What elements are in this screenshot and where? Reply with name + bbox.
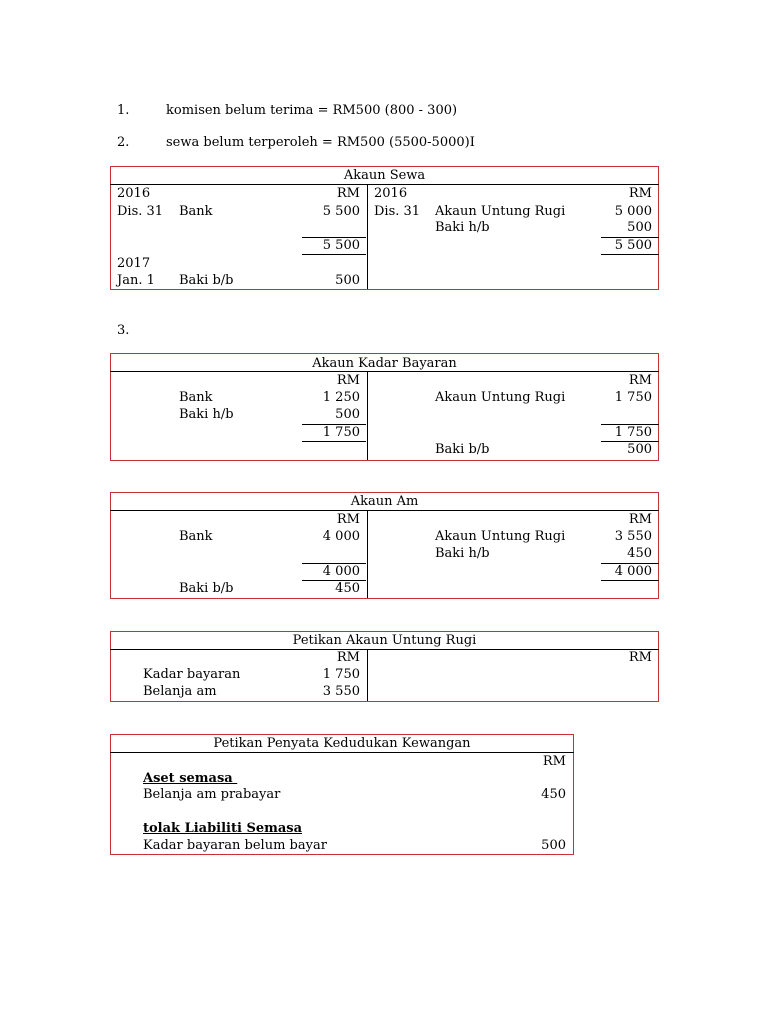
item-1-number: 1. [117, 103, 130, 118]
untung-rugi-title: Petikan Akaun Untung Rugi [292, 633, 477, 648]
am-credit-desc-baki-hb: Baki h/b [435, 546, 490, 561]
sewa-debit-total-rule-bottom [302, 254, 366, 255]
akaun-sewa-title: Akaun Sewa [343, 168, 426, 183]
am-debit-desc-bank: Bank [179, 529, 213, 544]
am-credit-amount-untung-rugi: 3 550 [614, 529, 652, 544]
penyata-liabiliti-amount: 500 [541, 838, 566, 853]
sewa-debit-year-2017: 2017 [117, 256, 151, 271]
kadar-debit-desc-baki-hb: Baki h/b [179, 407, 234, 422]
am-debit-desc-baki-bb: Baki b/b [179, 581, 234, 596]
sewa-debit-desc-bank: Bank [179, 204, 213, 219]
kadar-credit-desc-baki-bb: Baki b/b [435, 442, 490, 457]
am-debit-total: 4 000 [322, 564, 360, 579]
item-3-number: 3. [117, 323, 130, 338]
sewa-debit-date-jan: Jan. 1 [117, 273, 155, 288]
penyata-header-rule [110, 752, 574, 753]
kadar-credit-total: 1 750 [614, 425, 652, 440]
sewa-credit-total-rule-bottom [601, 254, 659, 255]
sewa-debit-amount-baki-bb: 500 [335, 273, 360, 288]
penyata-rm-header: RM [542, 754, 566, 769]
akaun-am-header-rule [110, 510, 659, 511]
kadar-debit-rm-header: RM [336, 373, 360, 388]
sewa-credit-year-2016: 2016 [374, 186, 408, 201]
untung-rugi-amount-kadar: 1 750 [322, 667, 360, 682]
akaun-kadar-divider [367, 371, 368, 460]
untung-rugi-header-rule [110, 649, 659, 650]
sewa-debit-total: 5 500 [322, 238, 360, 253]
sewa-credit-amount-baki-hb: 500 [627, 220, 652, 235]
am-credit-amount-baki-hb: 450 [627, 546, 652, 561]
penyata-title: Petikan Penyata Kedudukan Kewangan [213, 736, 471, 751]
untung-rugi-desc-belanja: Belanja am [143, 684, 217, 699]
item-2-text: sewa belum terperoleh = RM500 (5500-5000)I [166, 135, 475, 150]
untung-rugi-credit-rm-header: RM [628, 650, 652, 665]
untung-rugi-divider [367, 649, 368, 701]
penyata-liabiliti-heading: tolak Liabiliti Semasa [143, 821, 303, 836]
sewa-credit-desc-untung-rugi: Akaun Untung Rugi [435, 204, 566, 219]
kadar-credit-rm-header: RM [628, 373, 652, 388]
sewa-debit-amount-bank: 5 500 [322, 204, 360, 219]
sewa-debit-date: Dis. 31 [117, 204, 164, 219]
kadar-debit-amount-baki-hb: 500 [335, 407, 360, 422]
akaun-am-title: Akaun Am [350, 494, 419, 509]
kadar-debit-total: 1 750 [322, 425, 360, 440]
kadar-credit-amount-untung-rugi: 1 750 [614, 390, 652, 405]
am-credit-rm-header: RM [628, 512, 652, 527]
am-credit-total: 4 000 [614, 564, 652, 579]
am-credit-desc-untung-rugi: Akaun Untung Rugi [435, 529, 566, 544]
untung-rugi-desc-kadar: Kadar bayaran [143, 667, 241, 682]
item-2-number: 2. [117, 135, 130, 150]
penyata-liabiliti-desc: Kadar bayaran belum bayar [143, 838, 327, 853]
sewa-credit-rm-header: RM [628, 186, 652, 201]
am-credit-total-rule-bottom [601, 580, 659, 581]
untung-rugi-debit-rm-header: RM [336, 650, 360, 665]
sewa-credit-desc-baki-hb: Baki h/b [435, 220, 490, 235]
am-debit-amount-baki-bb: 450 [335, 581, 360, 596]
sewa-credit-date: Dis. 31 [374, 204, 421, 219]
kadar-credit-desc-untung-rugi: Akaun Untung Rugi [435, 390, 566, 405]
sewa-credit-total: 5 500 [614, 238, 652, 253]
sewa-debit-year-2016: 2016 [117, 186, 151, 201]
am-debit-rm-header: RM [336, 512, 360, 527]
untung-rugi-amount-belanja: 3 550 [322, 684, 360, 699]
akaun-kadar-title: Akaun Kadar Bayaran [312, 356, 457, 371]
akaun-sewa-divider [367, 184, 368, 289]
kadar-debit-desc-bank: Bank [179, 390, 213, 405]
kadar-credit-amount-baki-bb: 500 [627, 442, 652, 457]
item-1-text: komisen belum terima = RM500 (800 - 300) [166, 103, 458, 118]
kadar-debit-amount-bank: 1 250 [322, 390, 360, 405]
penyata-aset-heading: Aset semasa [143, 771, 238, 786]
akaun-am-divider [367, 510, 368, 598]
kadar-debit-total-rule-bottom [302, 441, 366, 442]
sewa-debit-desc-baki-bb: Baki b/b [179, 273, 234, 288]
am-debit-amount-bank: 4 000 [322, 529, 360, 544]
akaun-sewa-header-rule [110, 184, 659, 185]
sewa-debit-rm-header: RM [336, 186, 360, 201]
akaun-kadar-header-rule [110, 371, 659, 372]
penyata-aset-desc: Belanja am prabayar [143, 787, 281, 802]
penyata-aset-amount: 450 [541, 787, 566, 802]
sewa-credit-amount-untung-rugi: 5 000 [614, 204, 652, 219]
